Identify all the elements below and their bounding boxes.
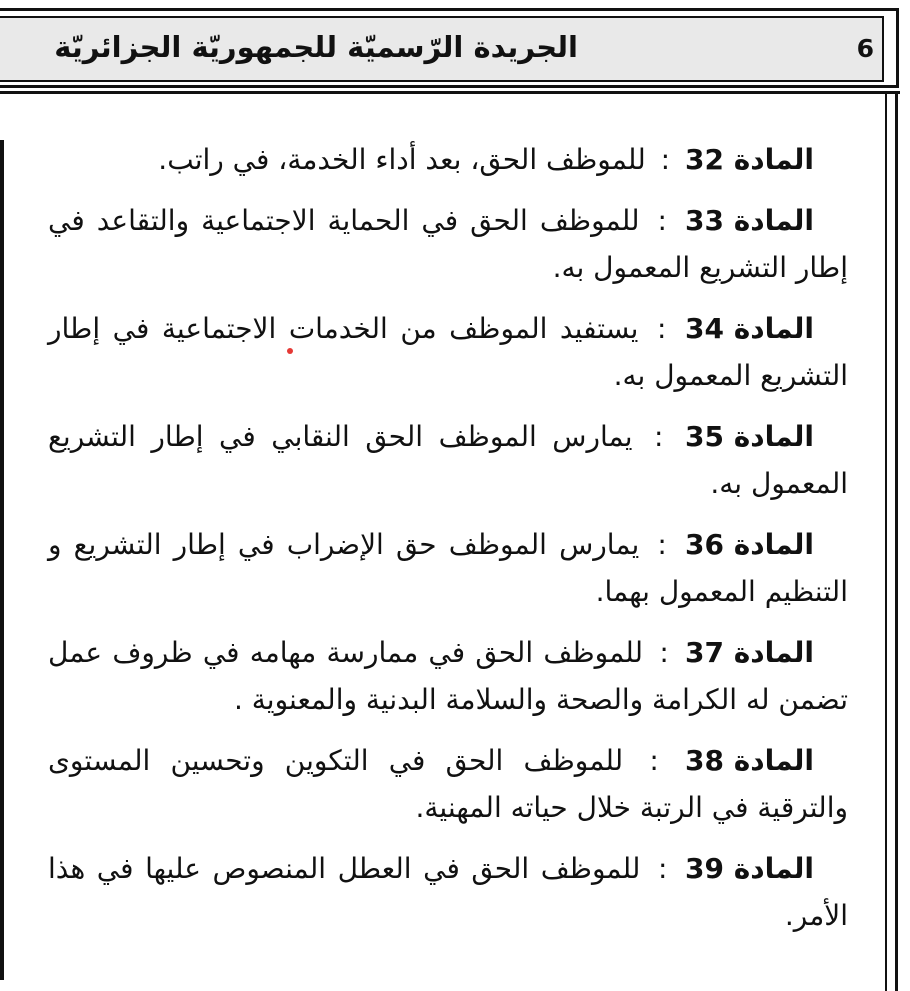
article-text: يمارس الموظف حق الإضراب في إطار التشريع و التنظيم المعمول بهما. — [48, 528, 848, 608]
article-text: للموظف الحق، بعد أداء الخدمة، في راتب. — [158, 143, 646, 176]
frame-left-rule — [0, 140, 4, 980]
article-number: 34 — [684, 312, 724, 345]
frame-right-inner-rule — [885, 91, 887, 991]
article-label: المادة — [733, 204, 814, 237]
article-separator: : — [657, 852, 668, 885]
article-38 — [48, 737, 848, 831]
article-label: المادة — [733, 636, 814, 669]
article-number: 35 — [684, 420, 724, 453]
article-heading — [685, 136, 848, 183]
article-32 — [48, 136, 848, 183]
article-text: للموظف الحق في العطل المنصوص عليها في هذا الأمر. — [48, 852, 848, 932]
article-text: يستفيد الموظف من الخدمات الاجتماعية في إطار التشريع المعمول به. — [48, 312, 848, 392]
article-39 — [48, 845, 848, 939]
page-number: 6 — [856, 34, 874, 63]
article-separator: : — [657, 312, 667, 345]
article-34 — [48, 305, 848, 399]
red-annotation-dot — [287, 348, 293, 354]
article-35 — [48, 413, 848, 507]
article-separator: : — [657, 204, 667, 237]
article-36 — [48, 521, 848, 615]
article-label: المادة — [733, 852, 814, 885]
article-33 — [48, 197, 848, 291]
article-text: للموظف الحق في ممارسة مهامه في ظروف عمل تضمن له الكرامة والصحة والسلامة البدنية والمعنوية . — [48, 636, 848, 716]
article-text: للموظف الحق في الحماية الاجتماعية والتقاعد في إطار التشريع المعمول به. — [48, 204, 848, 284]
article-number: 33 — [684, 204, 724, 237]
article-label: المادة — [733, 143, 814, 176]
article-heading — [685, 413, 848, 460]
article-37 — [48, 629, 848, 723]
article-separator: : — [657, 528, 667, 561]
article-number: 39 — [684, 852, 724, 885]
article-label: المادة — [733, 744, 815, 777]
article-number: 32 — [684, 143, 724, 176]
article-number: 37 — [684, 636, 724, 669]
article-number: 38 — [685, 744, 724, 777]
article-label: المادة — [733, 312, 814, 345]
article-separator: : — [660, 143, 671, 176]
article-text: يمارس الموظف الحق النقابي في إطار التشريع المعمول به. — [48, 420, 848, 500]
article-separator: : — [649, 744, 659, 777]
article-separator: : — [654, 420, 664, 453]
gazette-title: الجريدة الرّسميّة للجمهوريّة الجزائريّة — [54, 30, 578, 64]
article-text: للموظف الحق في التكوين وتحسين المستوى والترقية في الرتبة خلال حياته المهنية. — [48, 744, 848, 824]
article-heading — [685, 629, 848, 676]
article-heading — [685, 305, 848, 352]
article-heading — [685, 521, 848, 568]
frame-right-outer-rule — [895, 91, 898, 991]
article-heading — [685, 737, 848, 784]
article-number: 36 — [684, 528, 724, 561]
article-label: المادة — [733, 420, 814, 453]
articles-column — [48, 136, 848, 953]
frame-top-rule — [0, 91, 900, 94]
article-separator: : — [659, 636, 669, 669]
article-heading — [685, 845, 848, 892]
article-heading — [685, 197, 848, 244]
article-label: المادة — [733, 528, 814, 561]
